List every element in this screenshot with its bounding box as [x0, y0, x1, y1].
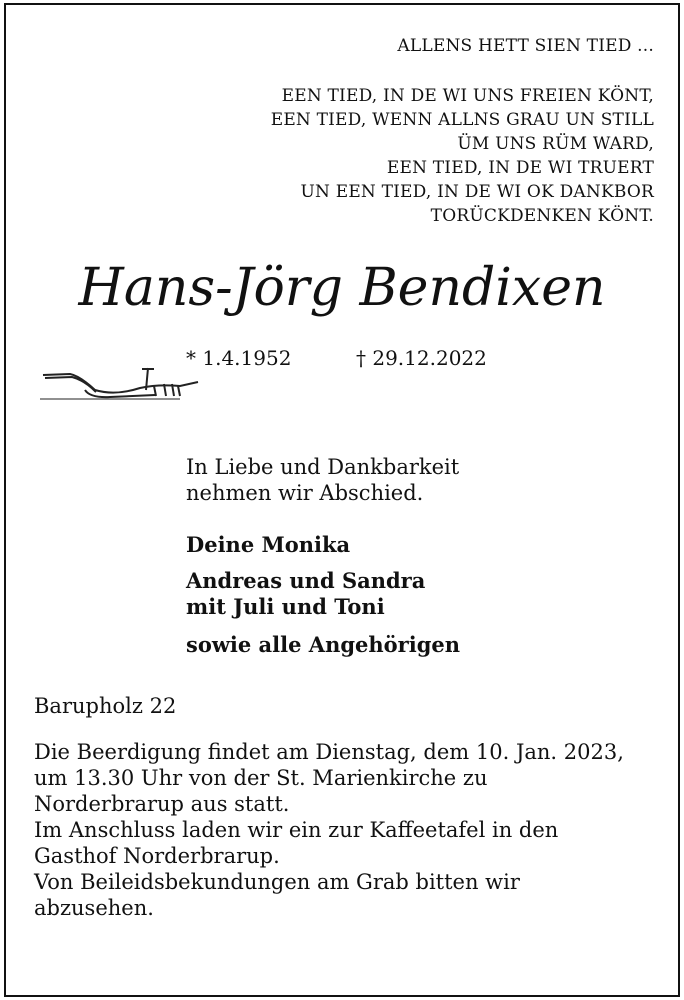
funeral-line: um 13.30 Uhr von der St. Marienkirche zu [34, 766, 488, 790]
motto-line: UN EEN TIED, IN DE WI OK DANKBOR [300, 182, 654, 202]
mourner: mit Juli und Toni [186, 594, 385, 619]
funeral-line: Von Beileidsbekundungen am Grab bitten wir [34, 870, 520, 894]
motto-verse [271, 84, 654, 228]
motto-line: ÜM UNS RÜM WARD, [457, 134, 654, 154]
mourner: sowie alle Angehörigen [186, 632, 461, 657]
mourner: Andreas und Sandra [186, 568, 426, 593]
funeral-line: Gasthof Norderbrarup. [34, 844, 280, 868]
motto-line: EEN TIED, IN DE WI TRUERT [386, 158, 654, 178]
funeral-info [34, 739, 624, 921]
motto-line: EEN TIED, IN DE WI UNS FREIEN KÖNT, [281, 86, 654, 106]
birth-date: * 1.4.1952 [186, 346, 292, 370]
intro-line: In Liebe und Dankbarkeit [186, 455, 460, 479]
motto-title: ALLENS HETT SIEN TIED ... [397, 36, 654, 56]
death-date: † 29.12.2022 [356, 346, 487, 370]
funeral-line: Im Anschluss laden wir ein zur Kaffeetafel in den [34, 818, 559, 842]
address: Barupholz 22 [34, 694, 177, 718]
motto-line: TORÜCKDENKEN KÖNT. [430, 206, 654, 226]
deceased-name: Hans-Jörg Bendixen [78, 258, 606, 318]
funeral-line: Die Beerdigung findet am Dienstag, dem 10. Jan. 2023, [34, 740, 624, 764]
funeral-line: Norderbrarup aus statt. [34, 792, 290, 816]
mourner: Deine Monika [186, 532, 351, 557]
intro-line: nehmen wir Abschied. [186, 481, 424, 505]
plow-illustration [40, 360, 210, 400]
intro-text [186, 454, 459, 506]
motto-line: EEN TIED, WENN ALLNS GRAU UN STILL [270, 110, 654, 130]
funeral-line: abzusehen. [34, 896, 154, 920]
